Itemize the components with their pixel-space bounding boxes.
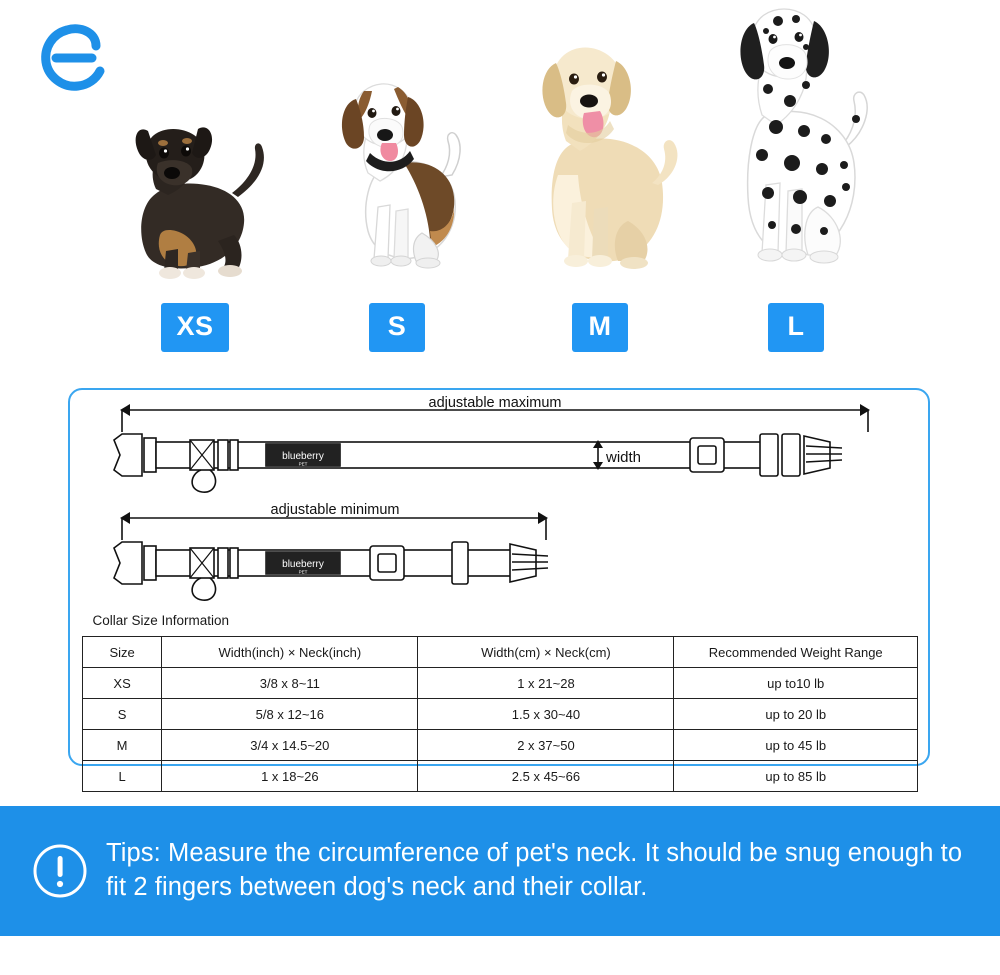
size-table-wrap [82, 604, 918, 792]
cell-weight: up to 45 lb [674, 730, 918, 761]
table-header-size: Size [83, 637, 162, 668]
adjustable-maximum-label: adjustable maximum [428, 395, 562, 411]
collar-diagram-panel [68, 388, 930, 784]
cell-weight: up to 20 lb [674, 699, 918, 730]
cell-size: XS [83, 668, 162, 699]
dalmatian-illustration [706, 0, 886, 285]
size-badge-wrap-m [510, 303, 690, 352]
dog-cell-l [706, 0, 886, 352]
size-badge-s: S [369, 303, 425, 352]
table-header-weight: Recommended Weight Range [674, 637, 918, 668]
dog-cell-m [510, 25, 690, 352]
collar-brand-tag-bottom: blueberry [282, 559, 324, 570]
table-title-row [83, 604, 918, 637]
cell-size: S [83, 699, 162, 730]
size-table [82, 604, 918, 792]
table-title: Collar Size Information [83, 604, 918, 637]
exclamation-circle-icon [32, 843, 88, 899]
beagle-illustration [312, 55, 482, 285]
collar-brand-tag: blueberry [282, 451, 324, 462]
table-row [83, 761, 918, 792]
adjustable-minimum-label: adjustable minimum [270, 502, 400, 518]
cell-weight: up to 85 lb [674, 761, 918, 792]
cell-inch: 1 x 18~26 [162, 761, 418, 792]
size-badge-l: L [768, 303, 824, 352]
cell-inch: 3/8 x 8~11 [162, 668, 418, 699]
cell-cm: 1 x 21~28 [418, 668, 674, 699]
puppy-illustration [110, 85, 280, 285]
tips-banner [0, 806, 1000, 936]
table-header-cm: Width(cm) × Neck(cm) [418, 637, 674, 668]
collar-diagram [70, 390, 928, 602]
cell-weight: up to10 lb [674, 668, 918, 699]
size-badge-xs: XS [161, 303, 228, 352]
size-badge-m: M [572, 303, 628, 352]
width-label: width [606, 449, 642, 466]
cell-cm: 1.5 x 30~40 [418, 699, 674, 730]
dog-size-gallery [0, 0, 1000, 352]
cell-inch: 3/4 x 14.5~20 [162, 730, 418, 761]
dog-cell-xs [110, 85, 280, 352]
cell-size: M [83, 730, 162, 761]
table-row [83, 668, 918, 699]
size-badge-wrap-l [706, 303, 886, 352]
dog-cell-s [312, 55, 482, 352]
collar-brand-tag-sub: PET [298, 461, 308, 467]
table-header-inch: Width(inch) × Neck(inch) [162, 637, 418, 668]
cell-size: L [83, 761, 162, 792]
golden-retriever-illustration [510, 25, 690, 285]
collar-brand-tag-sub-bottom: PET [298, 569, 308, 575]
cell-cm: 2 x 37~50 [418, 730, 674, 761]
table-row [83, 699, 918, 730]
size-badge-wrap-xs [110, 303, 280, 352]
size-badge-wrap-s [312, 303, 482, 352]
tips-text: Tips: Measure the circumference of pet's neck. It should be snug enough to fit 2 fingers between dog's neck and their collar. [106, 839, 963, 901]
cell-inch: 5/8 x 12~16 [162, 699, 418, 730]
table-header-row [83, 637, 918, 668]
table-row [83, 730, 918, 761]
cell-cm: 2.5 x 45~66 [418, 761, 674, 792]
